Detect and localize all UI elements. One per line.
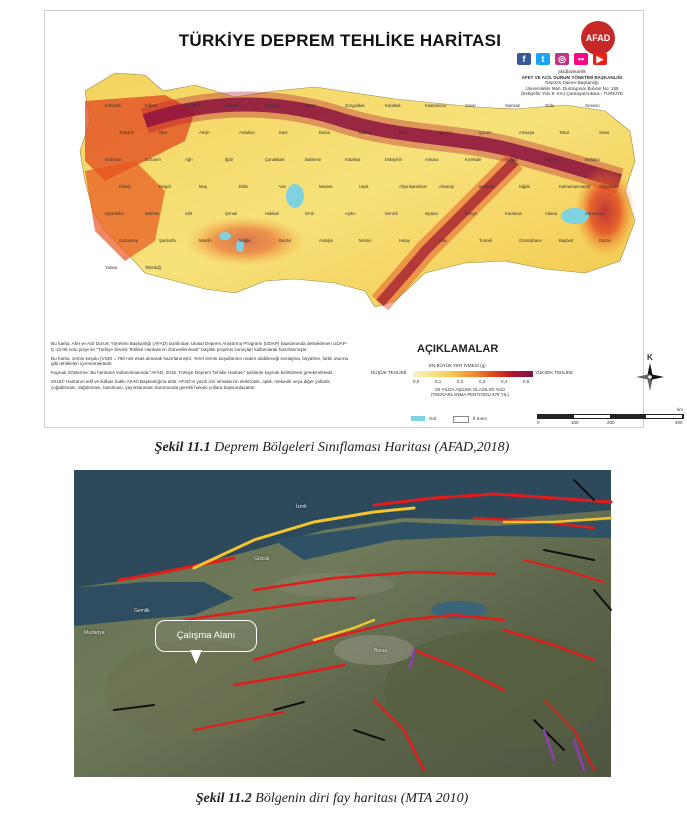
- city-label: Osmaniye: [585, 211, 604, 216]
- city-label: Ardahan: [239, 130, 255, 135]
- city-label: Kırklareli: [105, 103, 122, 108]
- city-label: Nevşehir: [479, 184, 496, 189]
- city-label: Adana: [545, 211, 558, 216]
- scale-tick: 0: [537, 420, 540, 425]
- note-paragraph: 2018© Haritanın telif ve iktibas hakkı AFAD Başkanlığına aittir. AFAD'ın yazılı izni olmaksızın elektronik, optik, mekanik veya diğer yollarla çoğaltılması, dağıtılması, basılması, yayımlanması durumunda gerekli hukuki yollara başvurulacaktır.: [51, 378, 330, 390]
- figure-caption-1: [0, 440, 664, 456]
- city-label: Bingöl: [159, 184, 171, 189]
- legend-low: DÜŞÜK TEHLİKE: [371, 370, 407, 375]
- instagram-icon[interactable]: ◎: [555, 53, 569, 65]
- city-label: Adıyaman: [599, 184, 618, 189]
- city-label: Artvin: [199, 130, 210, 135]
- city-label: Giresun: [585, 103, 600, 108]
- hazard-map-figure: [44, 10, 683, 428]
- city-label: Erzurum: [145, 157, 161, 162]
- city-label: Diyarbakır: [105, 211, 125, 216]
- caption-text: Deprem Bölgeleri Sınıflaması Haritası (AFAD,2018): [214, 440, 510, 455]
- city-label: Van: [279, 184, 287, 189]
- city-label: Iğdır: [225, 157, 234, 162]
- city-label: Sivas: [599, 130, 610, 135]
- city-label: Batman: [145, 211, 160, 216]
- city-label: Bartın: [305, 103, 317, 108]
- city-label: Ağrı: [185, 157, 193, 162]
- city-label: Denizli: [385, 211, 398, 216]
- city-label: Tokat: [559, 130, 570, 135]
- fault-map-canvas: [74, 470, 611, 777]
- city-label: Gümüşhane: [519, 238, 542, 243]
- city-label: Ankara: [425, 157, 439, 162]
- social-icons: [517, 53, 607, 65]
- city-label: Düzce: [599, 238, 611, 243]
- border-label: İl Sınırı: [473, 416, 488, 421]
- city-label: Edirne: [145, 103, 158, 108]
- city-label: Kastamonu: [425, 103, 447, 108]
- city-label: Çankırı: [439, 130, 453, 135]
- city-label: Bursa: [319, 130, 330, 135]
- city-label: Kırıkkale: [465, 157, 482, 162]
- fault-map-figure: [74, 470, 611, 777]
- city-label: Hakkari: [265, 211, 280, 216]
- flickr-icon[interactable]: ••: [574, 53, 588, 65]
- city-label: Aydın: [345, 211, 356, 216]
- city-label: Trabzon: [119, 130, 135, 135]
- note-paragraph: Bu harita, zemin koşulu (Vs30 = 760 m/s esas alınarak hazırlanmıştır. Yerel zemin koşullarının neden olabileceği sıvılaşma, büyütme, farklı oturma gibi tehlikeleri içermemektedir.: [51, 355, 349, 367]
- city-label: Eskişehir: [385, 157, 402, 162]
- lake-swatch: [411, 416, 425, 421]
- note-paragraph: Bu harita, Afet ve Acil Durum Yönetimi Başkanlığı (AFAD) tarafından Ulusal Deprem Araştırma Programı (UDAP) kapsamında desteklenen UDAP-Ç-13-06 nolu proje ile "Türkiye Sismik Tehlike Haritasının Güncellenmesi" başlıklı projenin sonuçları kullanılarak hazırlanmıştır.: [51, 341, 348, 352]
- city-label: Amasya: [519, 130, 535, 135]
- scale-tick: 200: [607, 420, 615, 425]
- caption-number: Şekil 11.1: [154, 440, 211, 455]
- legend-tick: 0,5: [523, 379, 530, 384]
- city-label: Antalya: [319, 238, 333, 243]
- city-label: Sakarya: [265, 103, 281, 108]
- agency-line: (Eskişehir Yolu 9. Km) Çankaya/Ankara - TÜRKİYE: [521, 91, 623, 96]
- city-label: Karaman: [505, 211, 522, 216]
- city-label: Şanlıurfa: [159, 238, 176, 243]
- city-label: Samsun: [505, 103, 521, 108]
- city-label: Burdur: [279, 238, 292, 243]
- study-area-callout: Çalışma Alanı: [155, 620, 257, 652]
- legend-high: YÜKSEK TEHLİKE: [535, 370, 574, 375]
- city-label: Aksaray: [439, 184, 455, 189]
- city-label: Siirt: [185, 211, 193, 216]
- city-label: Balıkesir: [305, 157, 322, 162]
- city-label: Yozgat: [505, 157, 518, 162]
- place-label: Gölcük: [254, 556, 270, 562]
- city-label: Manisa: [319, 184, 333, 189]
- city-label: Yalova: [105, 265, 118, 270]
- legend-tick: 0,4: [501, 379, 508, 384]
- agency-line: AFET VE ACİL DURUM YÖNETİMİ BAŞKANLIĞI: [521, 74, 623, 80]
- city-label: Kocaeli: [225, 103, 239, 108]
- city-label: Erzincan: [105, 157, 122, 162]
- city-label: Elazığ: [119, 184, 131, 189]
- lake-tuz: [286, 184, 304, 208]
- city-label: Bitlis: [239, 184, 248, 189]
- scale-tick: 400: [675, 420, 683, 425]
- city-label: Bolu: [399, 130, 408, 135]
- city-label: Kütahya: [345, 157, 361, 162]
- scale-bar: [537, 407, 687, 426]
- callout-pointer: [190, 650, 202, 664]
- city-label: Kayseri: [545, 157, 559, 162]
- city-label: Ordu: [545, 103, 555, 108]
- place-label: İzmit: [296, 504, 307, 510]
- city-label: Çanakkale: [265, 157, 285, 162]
- city-label: Isparta: [425, 211, 438, 216]
- lake-label: Göl: [429, 416, 437, 421]
- city-label: Karabük: [385, 103, 401, 108]
- scale-unit: km: [677, 407, 683, 412]
- city-label: Kilis: [439, 238, 447, 243]
- agency-address: [511, 69, 633, 97]
- city-label: Kahramanmaraş: [559, 184, 590, 189]
- city-label: Şırnak: [225, 211, 238, 216]
- agency-line: Üniversiteler Mah. Dumlupınar Bulvarı No: 159: [525, 85, 619, 91]
- city-label: Sinop: [465, 103, 476, 108]
- legend-title: AÇIKLAMALAR: [417, 343, 499, 355]
- legend-tick: 0,0: [413, 379, 420, 384]
- legend-period-note: 50 YILDA AŞILMA OLASILIĞI %10 (TEKRARLANMA PERİYODU 475 YIL): [431, 387, 509, 397]
- afad-logo: AFAD: [581, 21, 615, 55]
- city-label: Muş: [199, 184, 207, 189]
- city-label: Niğde: [519, 184, 530, 189]
- legend-tick: 0,2: [457, 379, 464, 384]
- agency-line: Deprem Dairesi Başkanlığı: [545, 80, 599, 85]
- city-label: Konya: [465, 211, 477, 216]
- city-label: Malatya: [585, 157, 600, 162]
- city-label: Mersin: [359, 238, 372, 243]
- city-label: İzmir: [305, 211, 315, 216]
- city-label: Bayburt: [559, 238, 574, 243]
- afad-logo-block: [563, 21, 633, 55]
- legend-color-bar: [413, 371, 533, 377]
- place-label: Bursa: [374, 648, 388, 654]
- agency-line: afadbaskanlik: [558, 69, 586, 74]
- north-arrow-icon: [635, 355, 665, 393]
- border-swatch: [453, 416, 469, 423]
- place-label: Mudanya: [84, 630, 105, 636]
- twitter-icon[interactable]: t: [536, 53, 550, 65]
- legend-tick: 0,3: [479, 379, 486, 384]
- city-label: Çorum: [479, 130, 492, 135]
- youtube-icon[interactable]: ▶: [593, 53, 607, 65]
- city-label: Gaziantep: [119, 238, 139, 243]
- city-label: Uşak: [359, 184, 369, 189]
- north-label: K: [647, 353, 653, 362]
- figure-caption-2: [0, 791, 664, 807]
- city-label: Bilecik: [359, 130, 372, 135]
- map-title: TÜRKİYE DEPREM TEHLİKE HARİTASI: [178, 31, 502, 50]
- city-label: Zonguldak: [345, 103, 365, 108]
- city-label: Muğla: [239, 238, 251, 243]
- legend-scale-title: EN BÜYÜK YER İVMESİ (g): [429, 363, 486, 368]
- city-label: Afyonkarahisar: [399, 184, 427, 189]
- note-paragraph: Kaynak Gösterme: Bu haritanın kullanılmasında "AFAD, 2018. Türkiye Deprem Tehlike Haritası" şeklinde kaynak belirtilmesi gerekmektedir.: [51, 370, 334, 376]
- city-label: İstanbul: [185, 103, 200, 108]
- city-label: Tunceli: [479, 238, 493, 243]
- facebook-icon[interactable]: f: [517, 53, 531, 65]
- caption-number: Şekil 11.2: [195, 791, 252, 806]
- scale-tick: 100: [571, 420, 579, 425]
- city-label: Kars: [279, 130, 288, 135]
- caption-text: Bölgenin diri fay haritası (MTA 2010): [255, 791, 469, 806]
- city-label: Rize: [159, 130, 168, 135]
- city-label: Mardin: [199, 238, 212, 243]
- map-notes: [51, 341, 351, 394]
- city-label: Tekirdağ: [145, 265, 161, 270]
- place-label: Gemlik: [134, 608, 150, 614]
- legend-tick: 0,1: [435, 379, 442, 384]
- city-label: Hatay: [399, 238, 410, 243]
